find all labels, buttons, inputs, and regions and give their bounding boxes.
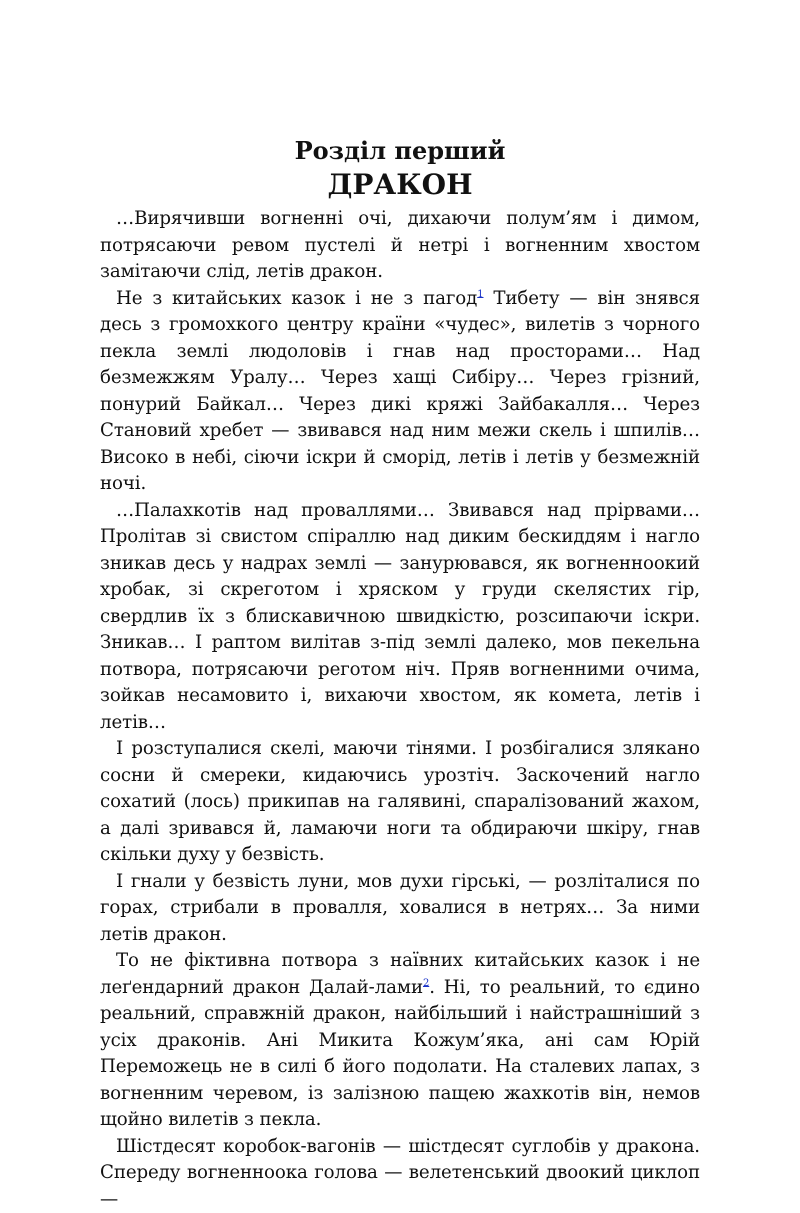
paragraph-6: [100, 948, 700, 1134]
paragraph-6-text-b: . Ні, то реальний, то єдино реальний, справжній дракон, найбільший і найстрашніший з усіх драконів. Ані Микита Кожум’яка, ані сам Юрій Переможець не в силі б його подолати. На сталевих лапах, з вогненним черевом, із залізною пащею жахкотів він, немов щойно вилетів з пекла.: [100, 977, 700, 1131]
chapter-title: ДРАКОН: [100, 168, 700, 202]
paragraph-3: …Палахкотів над проваллями… Звивався над прірвами… Пролітав зі свистом спіраллю над диким бескиддям і нагло зникав десь у надрах землі — занурювався, як вогненноокий хробак, зі скреготом і хряском у груди скелястих гір, свердлив їх з блискавичною швидкістю, розсипаючи іскри. Зникав… І раптом вилітав з-під землі далеко, мов пекельна потвора, потрясаючи реготом ніч. Пряв вогненними очима, зойкав несамовито і, вихаючи хвостом, як комета, летів і летів…: [100, 498, 700, 737]
paragraph-2-text-a: Не з китайських казок і не з пагод: [116, 288, 477, 309]
footnote-link-2[interactable]: 2: [423, 977, 429, 988]
paragraph-6-text-a: То не фіктивна потвора з наївних китайських казок і не леґендарний дракон Далай-лами: [100, 950, 700, 998]
paragraph-7: Шістдесят коробок-вагонів — шістдесят суглобів у дракона. Спереду вогненноока голова — велетенський двоокий циклоп —: [100, 1134, 700, 1213]
paragraph-4: І розступалися скелі, маючи тінями. І розбігалися злякано сосни й смереки, кидаючись урозтіч. Заскочений нагло сохатий (лось) прикипав на галявині, спаралізований жахом, а далі зривався й, ламаючи ноги та обдираючи шкіру, гнав скільки духу у безвість.: [100, 736, 700, 869]
paragraph-5: І гнали у безвість луни, мов духи гірські, — розліталися по горах, стрибали в провалля, ховалися в нетрях… За ними летів дракон.: [100, 869, 700, 949]
paragraph-2: [100, 286, 700, 498]
book-page: [100, 0, 700, 1213]
footnote-link-1[interactable]: 1: [477, 288, 483, 299]
chapter-label: Розділ перший: [100, 136, 700, 166]
paragraph-1: …Вирячивши вогненні очі, дихаючи полум’ям і димом, потрясаючи ревом пустелі й нетрі і вогненним хвостом замітаючи слід, летів дракон.: [100, 206, 700, 286]
paragraph-2-text-b: Тибету — він знявся десь з громохкого центру країни «чудес», вилетів з чорного пекла землі людоловів і гнав над просторами… Над безмежжям Уралу… Через хащі Сибіру… Через грізний, понурий Байкал… Через дикі кряжі Зайбакалля… Через Становий хребет — звивався над ним межи скель і шпилів… Високо в небі, сіючи іскри й сморід, летів і летів у безмежній ночі.: [100, 288, 700, 495]
